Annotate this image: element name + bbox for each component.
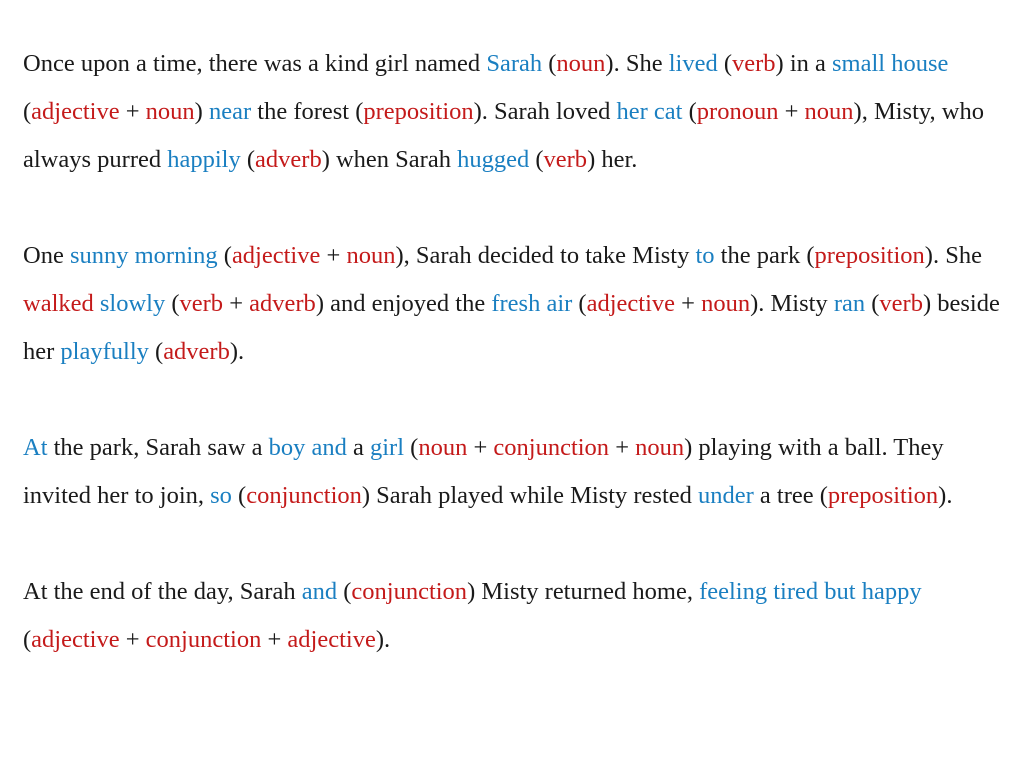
story-segment: At the end of the day, Sarah xyxy=(23,578,302,605)
highlighted-word: fresh air xyxy=(491,290,573,317)
story-segment: ( xyxy=(717,50,732,77)
story-paragraph xyxy=(23,424,1008,520)
highlighted-word: to xyxy=(695,242,715,269)
highlighted-word: slowly xyxy=(99,290,166,317)
story-segment: + xyxy=(609,434,636,461)
story-segment: ( xyxy=(529,146,544,173)
story-segment: ) playing with a ball. They invited her to join, xyxy=(23,434,944,509)
grammar-tag: preposition xyxy=(827,482,939,509)
highlighted-word: feeling tired but happy xyxy=(699,578,922,605)
grammar-tag: noun xyxy=(145,98,195,125)
story-segment: the forest ( xyxy=(251,98,364,125)
story-segment: + xyxy=(119,98,146,125)
highlighted-word: girl xyxy=(369,434,405,461)
highlighted-word: her cat xyxy=(616,98,683,125)
story-segment: ( xyxy=(217,242,232,269)
story-segment: One xyxy=(23,242,70,269)
story-segment: ) her. xyxy=(587,146,638,173)
story-segment: ( xyxy=(165,290,180,317)
story-segment: ). She xyxy=(924,242,982,269)
story-segment: ( xyxy=(682,98,697,125)
story-segment: + xyxy=(119,626,146,653)
highlighted-word: small house xyxy=(832,50,949,77)
grammar-tag: adverb xyxy=(249,290,316,317)
grammar-tag: preposition xyxy=(363,98,474,125)
story-segment: Once upon a time, there was a kind girl named xyxy=(23,50,487,77)
highlighted-word: so xyxy=(210,482,232,509)
grammar-tag: verb xyxy=(543,146,588,173)
grammar-tag: adverb xyxy=(163,338,230,365)
highlighted-word: and xyxy=(301,578,338,605)
story-text xyxy=(23,40,1008,664)
story-segment: ) when Sarah xyxy=(321,146,458,173)
story-segment: ) in a xyxy=(775,50,833,77)
grammar-tag: verb xyxy=(879,290,923,317)
story-segment: ( xyxy=(240,146,256,173)
highlighted-word: happily xyxy=(167,146,241,173)
story-segment: ) Sarah played while Misty rested xyxy=(361,482,698,509)
story-segment: ( xyxy=(542,50,557,77)
grammar-tag: conjunction xyxy=(246,482,362,509)
highlighted-word: hugged xyxy=(457,146,530,173)
story-segment: a xyxy=(346,434,370,461)
story-segment: ( xyxy=(572,290,587,317)
story-segment: ). xyxy=(229,338,245,365)
story-segment: ( xyxy=(23,98,32,125)
story-segment: ( xyxy=(23,626,32,653)
grammar-tag: adjective xyxy=(31,98,120,125)
story-segment: + xyxy=(675,290,702,317)
story-segment: ) xyxy=(194,98,209,125)
grammar-tag: noun xyxy=(701,290,751,317)
story-paragraph xyxy=(23,568,1008,664)
grammar-tag: adverb xyxy=(255,146,322,173)
story-segment: + xyxy=(261,626,288,653)
story-segment: + xyxy=(778,98,805,125)
grammar-tag: verb xyxy=(179,290,224,317)
highlighted-word: sunny morning xyxy=(69,242,218,269)
grammar-tag: noun xyxy=(635,434,685,461)
story-segment: ), Sarah decided to take Misty xyxy=(395,242,696,269)
grammar-tag: pronoun xyxy=(696,98,779,125)
story-segment: ( xyxy=(404,434,419,461)
highlighted-word: playfully xyxy=(60,338,149,365)
story-segment: ) Misty returned home, xyxy=(467,578,700,605)
highlighted-word: Sarah xyxy=(486,50,543,77)
story-segment: the park, Sarah saw a xyxy=(47,434,269,461)
story-segment: ( xyxy=(231,482,247,509)
grammar-tag: conjunction xyxy=(351,578,468,605)
story-segment: ), Misty, who always purred xyxy=(23,98,984,173)
story-segment: the park ( xyxy=(714,242,815,269)
grammar-tag: conjunction xyxy=(493,434,610,461)
story-segment: a tree ( xyxy=(753,482,828,509)
story-paragraph xyxy=(23,40,1008,184)
grammar-tag: noun xyxy=(346,242,396,269)
story-segment: ). xyxy=(938,482,953,509)
story-segment: ( xyxy=(337,578,352,605)
grammar-tag: noun xyxy=(804,98,854,125)
story-segment: + xyxy=(467,434,494,461)
highlighted-word: boy and xyxy=(268,434,347,461)
story-segment: ). She xyxy=(605,50,669,77)
grammar-tag: noun xyxy=(418,434,468,461)
story-segment: ) beside her xyxy=(23,290,1000,365)
grammar-tag: walked xyxy=(23,290,94,317)
highlighted-word: lived xyxy=(668,50,718,77)
grammar-tag: preposition xyxy=(814,242,925,269)
grammar-tag: adjective xyxy=(31,626,120,653)
grammar-tag: conjunction xyxy=(145,626,262,653)
story-segment: ( xyxy=(865,290,880,317)
story-paragraph xyxy=(23,232,1008,376)
highlighted-word: ran xyxy=(833,290,866,317)
grammar-tag: noun xyxy=(556,50,606,77)
grammar-tag: verb xyxy=(732,50,776,77)
story-segment: ) and enjoyed the xyxy=(315,290,492,317)
highlighted-word: under xyxy=(698,482,754,509)
story-segment: + xyxy=(223,290,250,317)
highlighted-word: near xyxy=(208,98,252,125)
story-segment: + xyxy=(320,242,347,269)
grammar-tag: adjective xyxy=(231,242,321,269)
grammar-tag: adjective xyxy=(287,626,376,653)
story-segment: ( xyxy=(148,338,164,365)
highlighted-word: At xyxy=(23,434,48,461)
story-segment: ). Misty xyxy=(750,290,834,317)
story-segment: ). Sarah loved xyxy=(473,98,617,125)
grammar-tag: adjective xyxy=(586,290,676,317)
story-segment: ). xyxy=(375,626,391,653)
